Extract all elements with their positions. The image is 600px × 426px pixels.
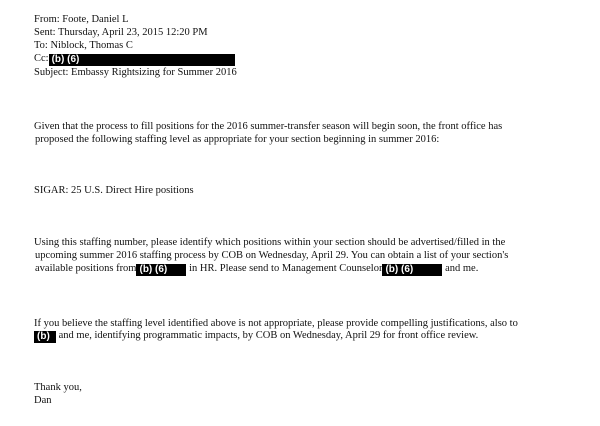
subject-line: Subject: Embassy Rightsizing for Summer 2016: [34, 67, 237, 78]
paragraph-1-line-2: proposed the following staffing level as appropriate for your section beginning in summer 2016:: [35, 134, 440, 145]
hr-contact-redaction: (b) (6): [136, 264, 186, 276]
management-counselor-redaction: (b) (6): [382, 264, 442, 276]
sent-line: Sent: Thursday, April 23, 2015 12:20 PM: [34, 27, 208, 38]
paragraph-3-line-2: [34, 329, 478, 343]
paragraph-2-line-3: [35, 262, 478, 276]
paragraph-2-line-2: upcoming summer 2016 staffing process by COB on Wednesday, April 29. You can obtain a list of your section's: [35, 250, 509, 261]
paragraph-2-line-3-text-b: in HR. Please send to Management Counselor: [186, 263, 383, 274]
paragraph-3-line-2-text: and me, identifying programmatic impacts, by COB on Wednesday, April 29 for front office review.: [56, 330, 479, 341]
closing-line: Thank you,: [34, 382, 82, 393]
from-line: From: Foote, Daniel L: [34, 14, 129, 25]
to-line: To: Niblock, Thomas C: [34, 40, 133, 51]
sigar-staffing-line: SIGAR: 25 U.S. Direct Hire positions: [34, 185, 194, 196]
cc-redaction: (b) (6): [49, 54, 235, 66]
paragraph-2-line-3-text-a: available positions from: [35, 263, 137, 274]
cc-line: [34, 52, 235, 66]
recipient-redaction: (b): [34, 331, 56, 343]
paragraph-2-line-1: Using this staffing number, please identify which positions within your section should be advertised/filled in the: [34, 237, 506, 248]
paragraph-1-line-1: Given that the process to fill positions for the 2016 summer-transfer season will begin soon, the front office has: [34, 121, 503, 132]
paragraph-2-line-3-text-c: and me.: [442, 263, 479, 274]
paragraph-3-line-1: If you believe the staffing level identified above is not appropriate, please provide compelling justifications, also to: [34, 318, 518, 329]
cc-label: Cc:: [34, 53, 49, 64]
signature-line: Dan: [34, 395, 52, 406]
